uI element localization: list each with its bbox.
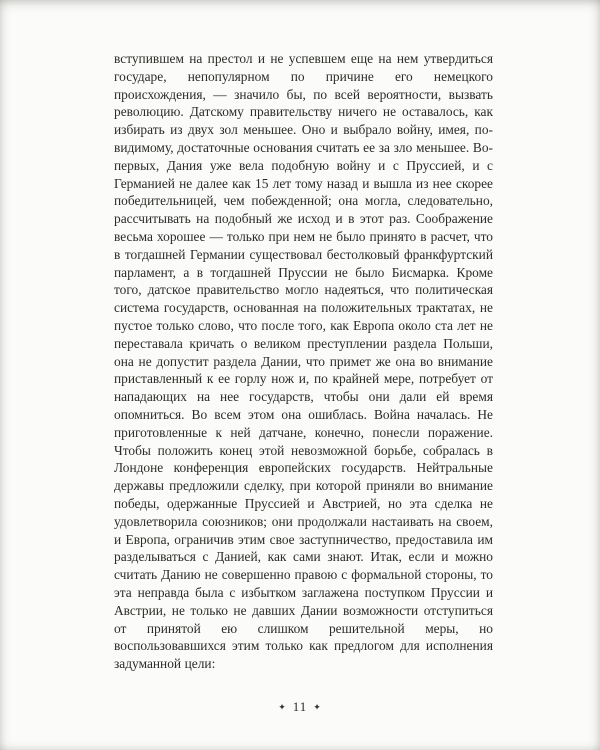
ornament-left-icon: ✦ (278, 702, 287, 712)
page-footer (0, 699, 600, 715)
page-body-text: вступившем на престол и не успевшем еще на нем утвердиться государе, непопулярном по причине его немецкого происхождения, — значило бы, по всей вероятности, вызвать революцию. Датскому правительству ничего не оставалось, как избирать из двух зол меньшее. Оно и выбрало войну, имея, по-видимому, достаточные основания считать ее за зло меньшее. Во-первых, Дания уже вела подобную войну и с Пруссией, и с Германией не далее как 15 лет тому назад и вышла из нее скорее победительницей, чем побежденной; она могла, следовательно, рассчитывать на подобный же исход и в этот раз. Соображение весьма хорошее — только при нем не было принято в расчет, что в тогдашней Германии существовал бестолковый франкфуртский парламент, а в тогдашней Пруссии не было Бисмарка. Кроме того, датское правительство могло надеяться, что политическая система государств, основанная на положительных трактатах, не пустое только слово, что после того, как Европа около ста лет не переставала кричать о великом преступлении раздела Польши, она не допустит раздела Дании, что примет же она во внимание приставленный к ее горлу нож и, по крайней мере, потребует от нападающих на нее государств, чтобы они дали ей время опомниться. Во всем этом она ошиблась. Война началась. Не приготовленные к ней датчане, конечно, понесли поражение. Чтобы положить конец этой невозможной борьбе, собралась в Лондоне конференция европейских государств. Нейтральные державы предложили сделку, при которой приняли во внимание победы, одержанные Пруссией и Австрией, но эта сделка не удовлетворила союзников; они продолжали настаивать на своем, и Европа, ограничив этим свое заступничество, предоставила им разделываться с Данией, как сами знают. Итак, если и можно считать Данию не совершенно правою с формальной стороны, то эта неправда была с избытком заглажена поступком Пруссии и Австрии, не только не давших Дании возможности отступиться от принятой ею слишком решительной меры, но воспользовавшихся этим только как предлогом для исполнения задуманной цели: (114, 51, 493, 672)
page-number: 11 (292, 699, 308, 714)
ornament-right-icon: ✦ (313, 702, 322, 712)
